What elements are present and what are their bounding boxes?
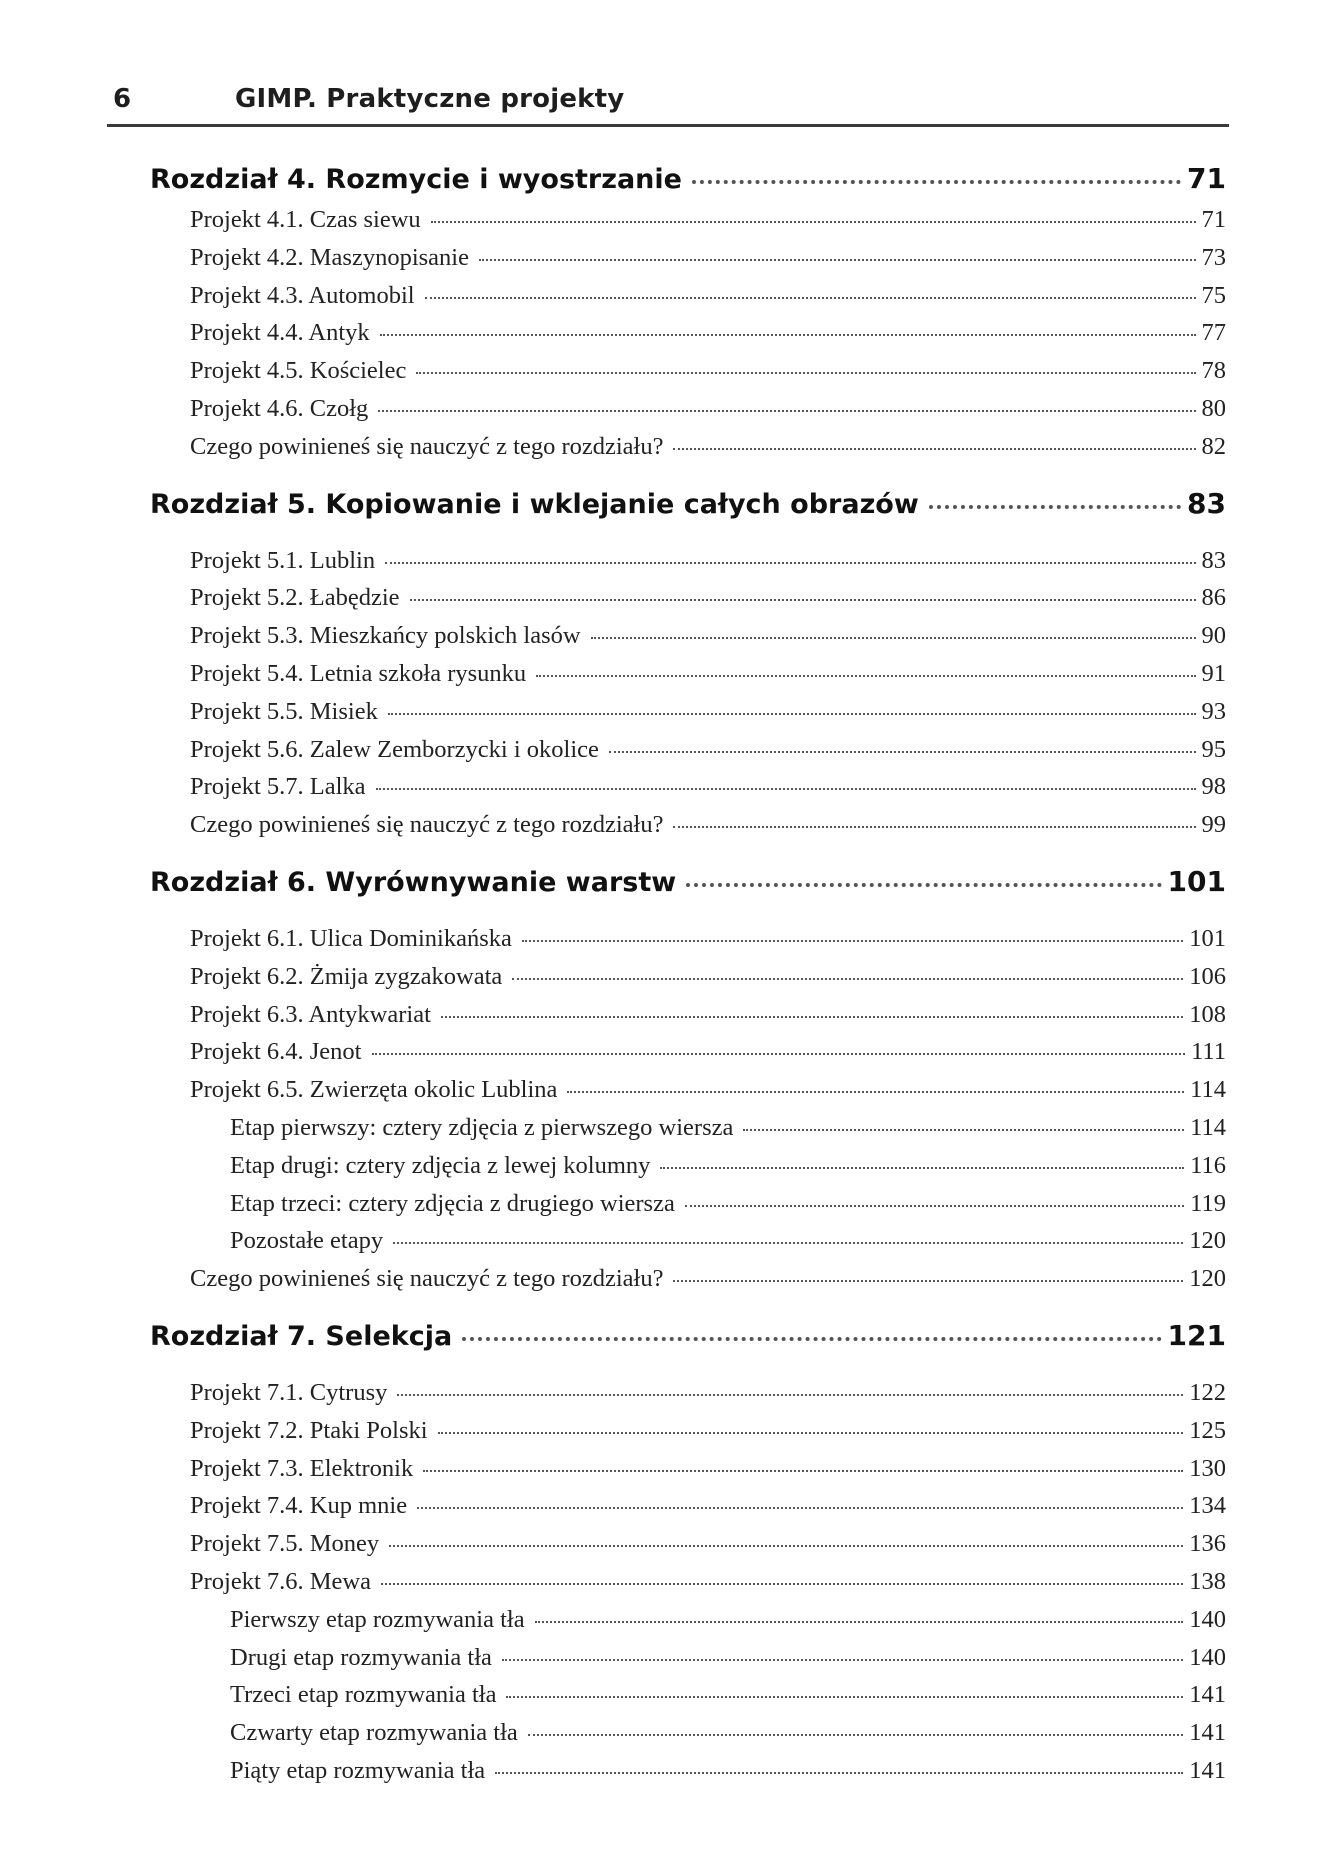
entry-title: Projekt 7.2. Ptaki Polski <box>190 1416 428 1444</box>
toc-entry-row <box>150 206 1226 244</box>
entry-page-number: 134 <box>1189 1492 1226 1520</box>
toc-entry-row <box>150 1152 1226 1190</box>
entry-title: Etap pierwszy: cztery zdjęcia z pierwszego wiersza <box>230 1113 734 1141</box>
dot-leader <box>431 221 1196 223</box>
dot-leader <box>692 180 1181 184</box>
dot-leader <box>495 1772 1183 1774</box>
toc-entry-row <box>150 811 1226 849</box>
entry-title: Projekt 6.4. Jenot <box>190 1038 362 1066</box>
toc-entry-row <box>150 244 1226 282</box>
entry-title: Projekt 5.1. Lublin <box>190 546 376 574</box>
toc-entry-row <box>150 1379 1226 1417</box>
entry-page-number: 106 <box>1189 962 1226 990</box>
dot-leader <box>393 1242 1183 1244</box>
entry-page-number: 136 <box>1189 1530 1226 1558</box>
entry-title: Projekt 7.6. Mewa <box>190 1567 371 1595</box>
entry-page-number: 120 <box>1189 1227 1226 1255</box>
entry-page-number: 140 <box>1189 1605 1226 1633</box>
entry-title: Drugi etap rozmywania tła <box>230 1643 492 1671</box>
dot-leader <box>522 940 1183 942</box>
entry-title: Projekt 4.1. Czas siewu <box>190 206 421 233</box>
toc-entry-row <box>150 925 1226 963</box>
dot-leader <box>378 410 1195 412</box>
chapter-page-number: 121 <box>1167 1318 1226 1352</box>
chapter-title: Rozdział 4. Rozmycie i wyostrzanie <box>150 164 682 195</box>
toc-entry-row <box>150 1492 1226 1530</box>
toc-entry-row <box>150 357 1226 395</box>
entry-page-number: 82 <box>1201 432 1226 460</box>
entry-page-number: 75 <box>1201 281 1226 309</box>
dot-leader <box>388 713 1196 715</box>
entry-title: Projekt 5.4. Letnia szkoła rysunku <box>190 659 527 687</box>
page-number: 6 <box>113 84 132 114</box>
dot-leader <box>673 448 1195 450</box>
entry-page-number: 91 <box>1201 659 1226 687</box>
dot-leader <box>479 259 1196 261</box>
entry-page-number: 122 <box>1189 1378 1226 1406</box>
entry-title: Etap trzeci: cztery zdjęcia z drugiego wiersza <box>230 1189 675 1217</box>
toc-entry-row <box>150 1455 1226 1493</box>
dot-leader <box>673 826 1195 828</box>
dot-leader <box>528 1734 1183 1736</box>
entry-title: Pozostałe etapy <box>230 1227 384 1255</box>
dot-leader <box>376 788 1196 790</box>
entry-page-number: 120 <box>1189 1265 1226 1293</box>
entry-title: Projekt 6.5. Zwierzęta okolic Lublina <box>190 1076 558 1104</box>
dot-leader <box>438 1432 1184 1434</box>
dot-leader <box>591 637 1196 639</box>
toc-entry-row <box>150 1644 1226 1682</box>
toc-entry-row <box>150 1265 1226 1303</box>
toc-entry-row <box>150 1606 1226 1644</box>
dot-leader <box>441 1016 1183 1018</box>
dot-leader <box>660 1167 1184 1169</box>
toc-chapter-row <box>150 162 1226 206</box>
dot-leader <box>389 1545 1183 1547</box>
entry-page-number: 141 <box>1189 1681 1226 1709</box>
entry-page-number: 80 <box>1201 394 1226 422</box>
entry-page-number: 71 <box>1201 206 1226 233</box>
entry-page-number: 119 <box>1190 1189 1226 1217</box>
toc-chapter-row <box>150 1319 1226 1379</box>
entry-title: Projekt 4.2. Maszynopisanie <box>190 243 469 271</box>
entry-page-number: 86 <box>1201 584 1226 612</box>
book-title: GIMP. Praktyczne projekty <box>235 84 625 114</box>
entry-page-number: 140 <box>1189 1643 1226 1671</box>
toc-entry-row <box>150 1114 1226 1152</box>
dot-leader <box>506 1696 1183 1698</box>
entry-title: Projekt 6.2. Żmija zygzakowata <box>190 962 503 990</box>
dot-leader <box>502 1659 1183 1661</box>
dot-leader <box>372 1053 1186 1055</box>
dot-leader <box>380 334 1196 336</box>
toc-entry-row <box>150 1038 1226 1076</box>
toc-chapter-row <box>150 865 1226 925</box>
toc-chapter-row <box>150 487 1226 547</box>
entry-title: Projekt 6.3. Antykwariat <box>190 1000 431 1028</box>
toc-entry-row <box>150 660 1226 698</box>
entry-page-number: 78 <box>1201 357 1226 385</box>
entry-title: Projekt 5.2. Łabędzie <box>190 584 400 612</box>
entry-title: Projekt 7.5. Money <box>190 1530 380 1558</box>
entry-page-number: 116 <box>1190 1151 1226 1179</box>
entry-title: Czego powinieneś się nauczyć z tego rozdziału? <box>190 432 664 460</box>
toc-entry-row <box>150 622 1226 660</box>
dot-leader <box>417 1507 1183 1509</box>
dot-leader <box>535 1621 1184 1623</box>
entry-page-number: 141 <box>1189 1719 1226 1747</box>
dot-leader <box>536 675 1195 677</box>
toc-entry-row <box>150 736 1226 774</box>
dot-leader <box>462 1337 1161 1341</box>
toc-entry-row <box>150 282 1226 320</box>
entry-title: Czego powinieneś się nauczyć z tego rozdziału? <box>190 1265 664 1293</box>
toc-entry-row <box>150 1681 1226 1719</box>
entry-title: Projekt 6.1. Ulica Dominikańska <box>190 924 512 952</box>
entry-title: Projekt 7.3. Elektronik <box>190 1454 414 1482</box>
toc-entry-row <box>150 1417 1226 1455</box>
entry-title: Projekt 4.3. Automobil <box>190 281 415 309</box>
dot-leader <box>673 1280 1183 1282</box>
entry-title: Projekt 7.1. Cytrusy <box>190 1378 388 1406</box>
entry-page-number: 130 <box>1189 1454 1226 1482</box>
toc-entry-row <box>150 1190 1226 1228</box>
dot-leader <box>423 1470 1183 1472</box>
toc-entry-row <box>150 1227 1226 1265</box>
entry-page-number: 111 <box>1191 1038 1226 1066</box>
entry-title: Projekt 5.3. Mieszkańcy polskich lasów <box>190 622 581 650</box>
toc-entry-row <box>150 1076 1226 1114</box>
dot-leader <box>381 1583 1183 1585</box>
entry-page-number: 114 <box>1190 1076 1226 1104</box>
entry-page-number: 138 <box>1189 1567 1226 1595</box>
entry-title: Pierwszy etap rozmywania tła <box>230 1605 525 1633</box>
running-header <box>107 82 1229 127</box>
entry-page-number: 83 <box>1201 546 1226 574</box>
toc-entry-row <box>150 584 1226 622</box>
dot-leader <box>397 1394 1183 1396</box>
dot-leader <box>743 1129 1184 1131</box>
toc-entry-row <box>150 1757 1226 1795</box>
entry-page-number: 98 <box>1201 773 1226 801</box>
toc-entry-row <box>150 1568 1226 1606</box>
entry-title: Czwarty etap rozmywania tła <box>230 1719 518 1747</box>
entry-title: Projekt 5.7. Lalka <box>190 773 366 801</box>
entry-page-number: 95 <box>1201 735 1226 763</box>
entry-page-number: 90 <box>1201 622 1226 650</box>
entry-page-number: 125 <box>1189 1416 1226 1444</box>
toc-entry-row <box>150 319 1226 357</box>
entry-page-number: 108 <box>1189 1000 1226 1028</box>
dot-leader <box>512 978 1183 980</box>
dot-leader <box>685 1205 1184 1207</box>
toc-entry-row <box>150 1530 1226 1568</box>
toc-entry-row <box>150 433 1226 471</box>
chapter-page-number: 101 <box>1167 864 1226 898</box>
entry-page-number: 141 <box>1189 1756 1226 1784</box>
entry-page-number: 99 <box>1201 811 1226 839</box>
entry-title: Etap drugi: cztery zdjęcia z lewej kolumny <box>230 1151 651 1179</box>
toc-entry-row <box>150 1719 1226 1757</box>
toc-entry-row <box>150 773 1226 811</box>
dot-leader <box>410 599 1196 601</box>
toc-entry-row <box>150 547 1226 585</box>
toc-entry-row <box>150 698 1226 736</box>
dot-leader <box>686 883 1161 887</box>
table-of-contents <box>150 162 1226 1795</box>
toc-entry-row <box>150 963 1226 1001</box>
entry-title: Trzeci etap rozmywania tła <box>230 1681 497 1709</box>
toc-entry-row <box>150 1001 1226 1039</box>
chapter-page-number: 83 <box>1187 486 1226 520</box>
entry-title: Projekt 4.6. Czołg <box>190 394 369 422</box>
entry-title: Projekt 5.5. Misiek <box>190 697 378 725</box>
chapter-title: Rozdział 5. Kopiowanie i wklejanie całych obrazów <box>150 488 919 520</box>
chapter-page-number: 71 <box>1187 162 1226 195</box>
dot-leader <box>567 1091 1184 1093</box>
dot-leader <box>425 297 1196 299</box>
entry-page-number: 93 <box>1201 697 1226 725</box>
entry-title: Projekt 7.4. Kup mnie <box>190 1492 408 1520</box>
toc-entry-row <box>150 395 1226 433</box>
dot-leader <box>385 562 1195 564</box>
entry-title: Projekt 5.6. Zalew Zemborzycki i okolice <box>190 735 599 763</box>
dot-leader <box>609 751 1196 753</box>
entry-page-number: 101 <box>1189 924 1226 952</box>
chapter-title: Rozdział 6. Wyrównywanie warstw <box>150 866 677 898</box>
entry-title: Projekt 4.4. Antyk <box>190 319 370 347</box>
entry-title: Czego powinieneś się nauczyć z tego rozdziału? <box>190 811 664 839</box>
dot-leader <box>929 505 1181 509</box>
entry-page-number: 73 <box>1201 243 1226 271</box>
entry-title: Piąty etap rozmywania tła <box>230 1756 486 1784</box>
entry-title: Projekt 4.5. Kościelec <box>190 357 407 385</box>
entry-page-number: 77 <box>1201 319 1226 347</box>
chapter-title: Rozdział 7. Selekcja <box>150 1320 453 1352</box>
entry-page-number: 114 <box>1190 1113 1226 1141</box>
dot-leader <box>416 372 1195 374</box>
